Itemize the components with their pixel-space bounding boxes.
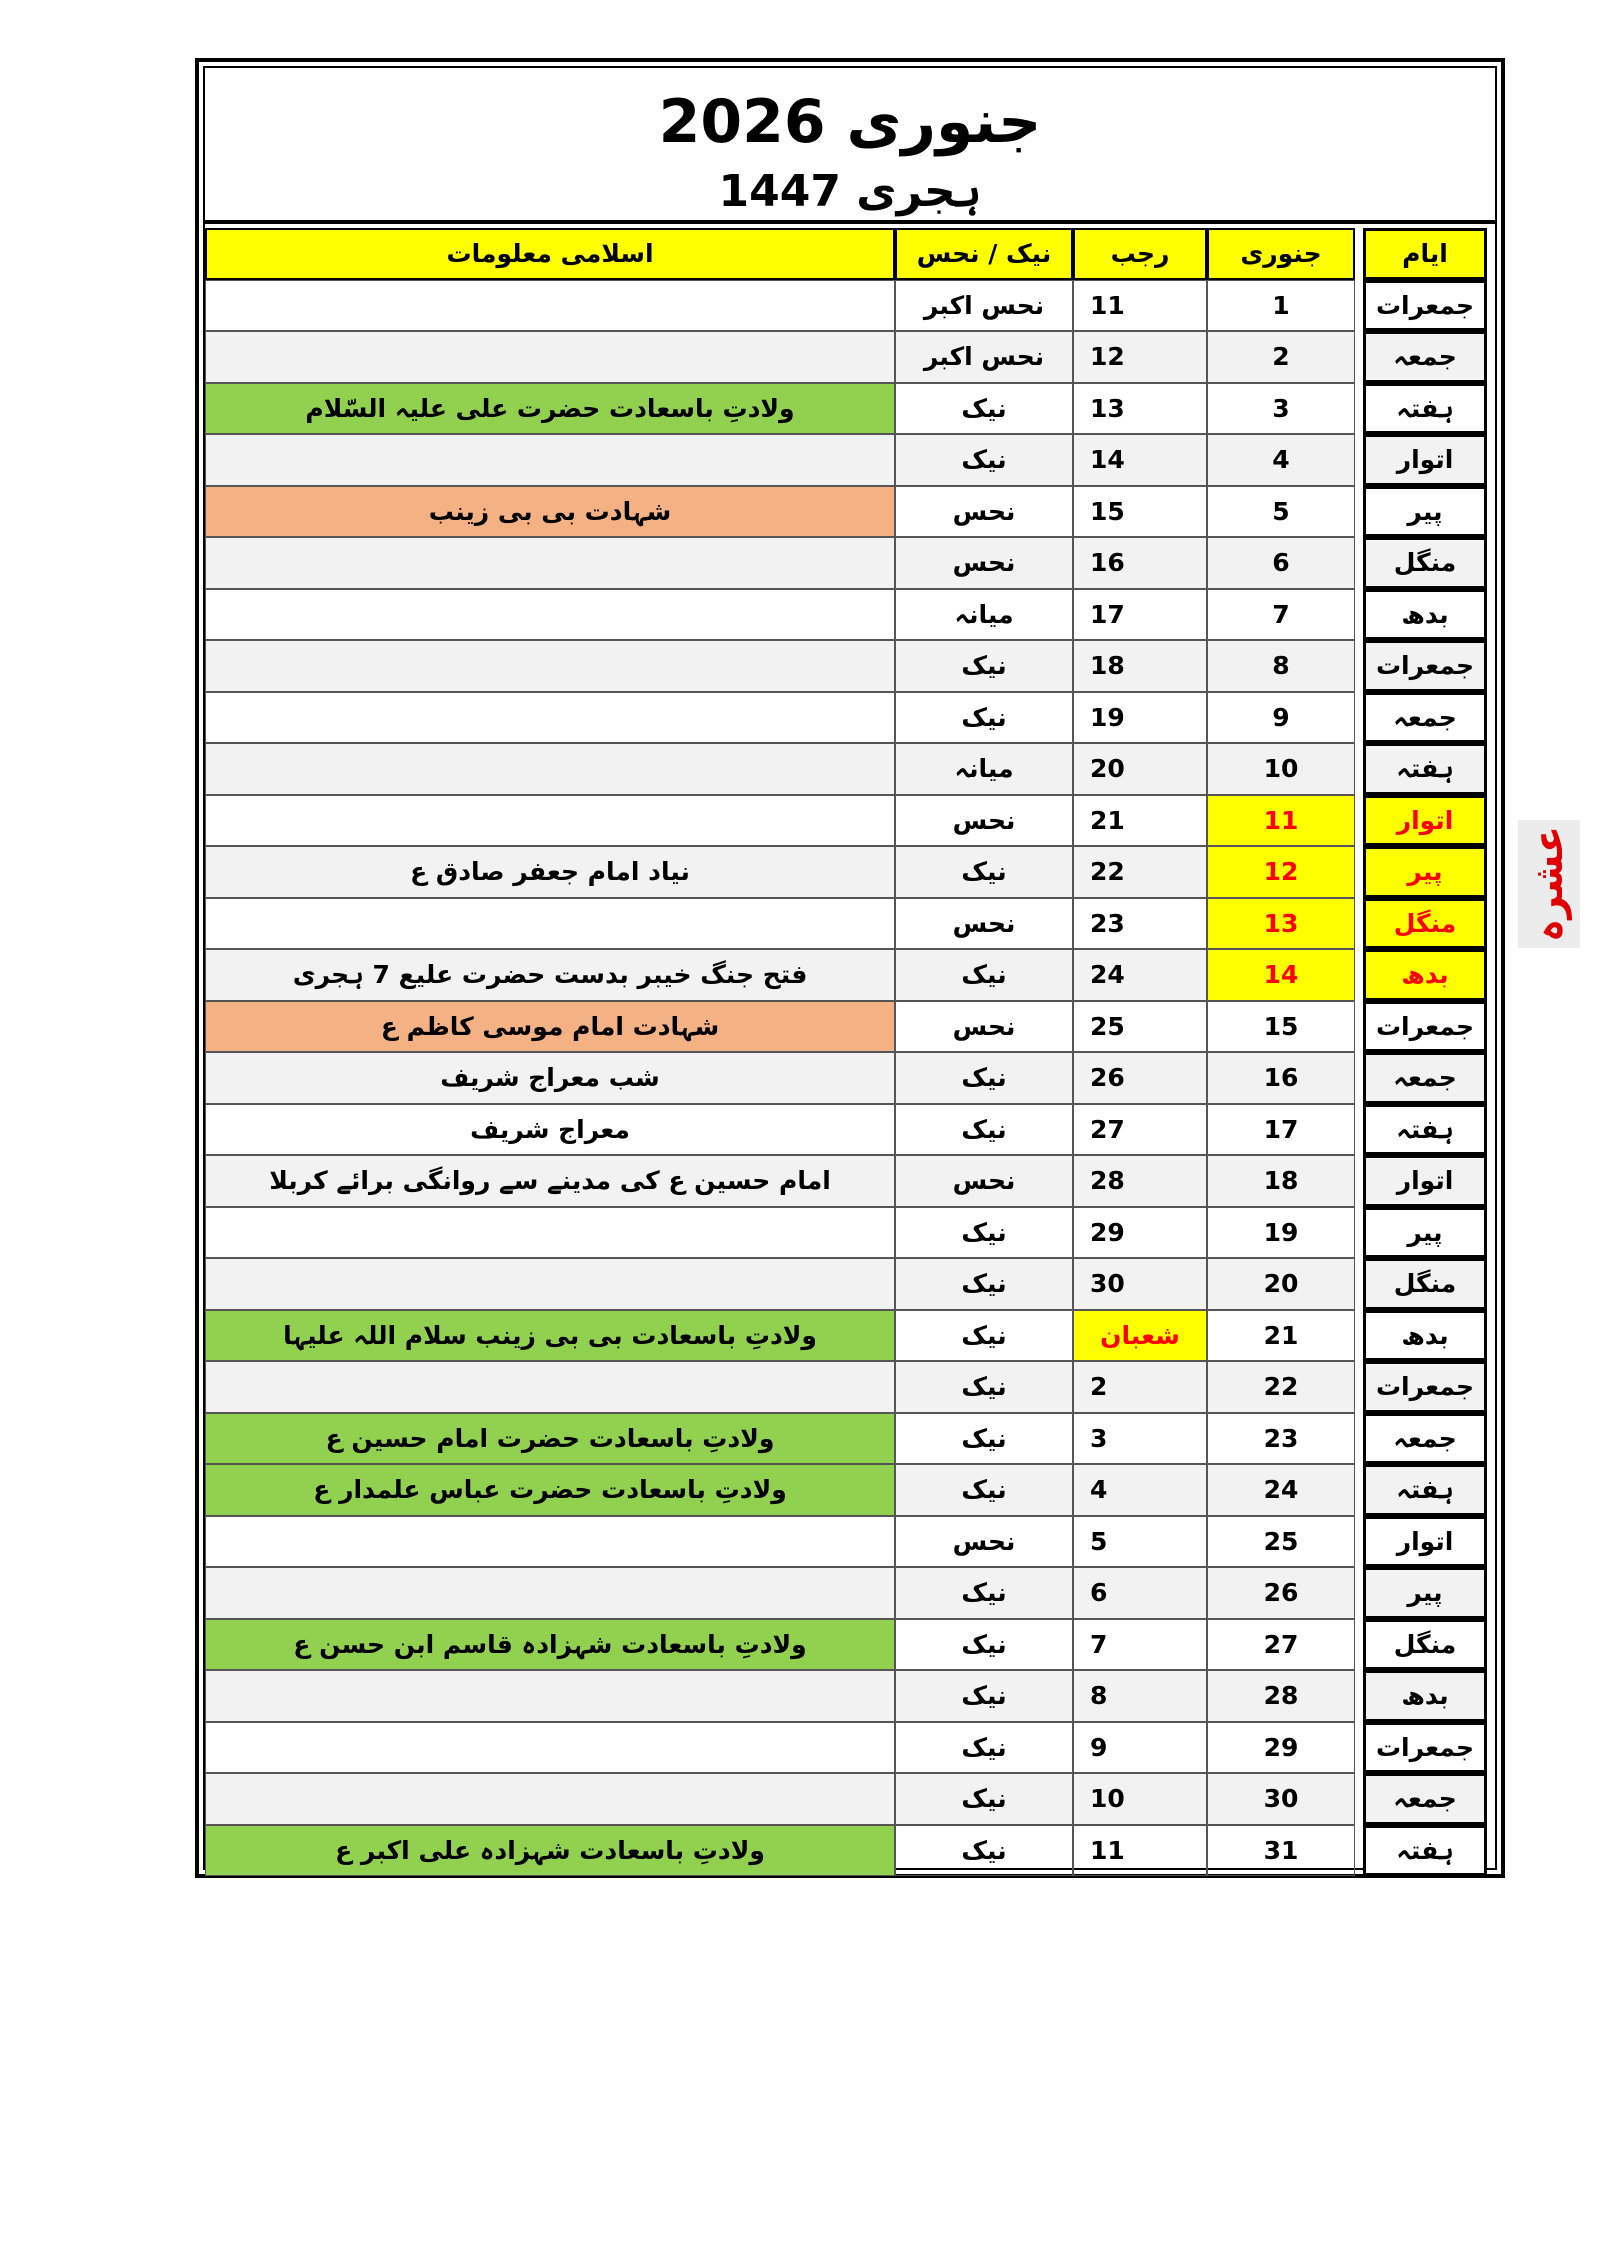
page-title: جنوری 2026	[658, 87, 1042, 157]
weekday-cell: ہفتہ	[1363, 1104, 1487, 1156]
nek-nahs-cell: میانہ	[895, 589, 1073, 641]
rajab-date-cell	[1073, 1722, 1207, 1774]
rajab-date-text: 23	[1090, 908, 1125, 938]
table-row	[205, 1104, 1501, 1156]
rajab-date-text: 2	[1090, 1372, 1108, 1402]
weekday-cell: منگل	[1363, 1619, 1487, 1671]
islamic-info-cell	[205, 1361, 895, 1413]
january-date-cell: 1	[1207, 280, 1355, 332]
table-row	[205, 795, 1501, 847]
rajab-date-text: 14	[1090, 445, 1125, 475]
rajab-date-text: 7	[1090, 1629, 1108, 1659]
table-row	[205, 743, 1501, 795]
table-row	[205, 1773, 1501, 1825]
weekday-cell: منگل	[1363, 537, 1487, 589]
rajab-date-cell	[1073, 1413, 1207, 1465]
table-row	[205, 846, 1501, 898]
table-row	[205, 1155, 1501, 1207]
header-january: جنوری	[1207, 228, 1355, 280]
january-date-cell: 9	[1207, 692, 1355, 744]
nek-nahs-cell: نیک	[895, 1567, 1073, 1619]
islamic-info-cell: ولادتِ باسعادت شہزادہ علی اکبر ع	[205, 1825, 895, 1877]
january-date-cell: 15	[1207, 1001, 1355, 1053]
nek-nahs-cell: نحس	[895, 898, 1073, 950]
islamic-info-cell	[205, 1773, 895, 1825]
nek-nahs-cell: نیک	[895, 1361, 1073, 1413]
nek-nahs-cell: نیک	[895, 383, 1073, 435]
nek-nahs-cell: نیک	[895, 1464, 1073, 1516]
nek-nahs-cell: نحس	[895, 1001, 1073, 1053]
header-day: ایام	[1363, 228, 1487, 280]
table-row	[205, 1052, 1501, 1104]
january-date-cell: 8	[1207, 640, 1355, 692]
rajab-date-text: 6	[1090, 1578, 1108, 1608]
january-date-cell: 23	[1207, 1413, 1355, 1465]
weekday-cell: پیر	[1363, 846, 1487, 898]
rajab-date-cell	[1073, 1670, 1207, 1722]
rajab-date-text: 13	[1090, 393, 1125, 423]
january-date-cell: 5	[1207, 486, 1355, 538]
nek-nahs-cell: نحس	[895, 1516, 1073, 1568]
january-date-cell: 28	[1207, 1670, 1355, 1722]
nek-nahs-cell: نیک	[895, 949, 1073, 1001]
rajab-date-text: 16	[1090, 548, 1125, 578]
nek-nahs-cell: نیک	[895, 1310, 1073, 1362]
nek-nahs-cell: نیک	[895, 692, 1073, 744]
nek-nahs-cell: نیک	[895, 1825, 1073, 1877]
nek-nahs-cell: نحس اکبر	[895, 280, 1073, 332]
january-date-cell: 24	[1207, 1464, 1355, 1516]
nek-nahs-cell: نیک	[895, 1052, 1073, 1104]
weekday-cell: اتوار	[1363, 1516, 1487, 1568]
weekday-cell: پیر	[1363, 1207, 1487, 1259]
rajab-date-text: 9	[1090, 1732, 1108, 1762]
weekday-cell: جمعہ	[1363, 692, 1487, 744]
islamic-info-cell: نیاد امام جعفر صادق ع	[205, 846, 895, 898]
islamic-info-cell	[205, 898, 895, 950]
islamic-info-cell	[205, 1567, 895, 1619]
islamic-info-cell	[205, 589, 895, 641]
january-date-cell: 27	[1207, 1619, 1355, 1671]
january-date-cell: 2	[1207, 331, 1355, 383]
january-date-cell: 10	[1207, 743, 1355, 795]
nek-nahs-cell: نحس	[895, 486, 1073, 538]
rajab-date-cell	[1073, 331, 1207, 383]
weekday-cell: بدھ	[1363, 1670, 1487, 1722]
rajab-date-text: 18	[1090, 651, 1125, 681]
rajab-date-cell	[1073, 743, 1207, 795]
table-row	[205, 331, 1501, 383]
rajab-date-cell	[1073, 846, 1207, 898]
rajab-date-text: 11	[1090, 290, 1125, 320]
rajab-date-text: 12	[1090, 342, 1125, 372]
rajab-date-cell	[1073, 640, 1207, 692]
weekday-cell: منگل	[1363, 898, 1487, 950]
table-row	[205, 1464, 1501, 1516]
rajab-date-cell	[1073, 486, 1207, 538]
weekday-cell: اتوار	[1363, 1155, 1487, 1207]
rajab-date-cell	[1073, 1464, 1207, 1516]
title-box	[205, 68, 1495, 224]
nek-nahs-cell: نحس اکبر	[895, 331, 1073, 383]
rajab-date-cell	[1073, 1516, 1207, 1568]
table-row	[205, 486, 1501, 538]
nek-nahs-cell: نحس	[895, 795, 1073, 847]
january-date-cell: 7	[1207, 589, 1355, 641]
weekday-cell: اتوار	[1363, 795, 1487, 847]
rajab-date-cell	[1073, 1258, 1207, 1310]
weekday-cell: ہفتہ	[1363, 1464, 1487, 1516]
rajab-date-text: 25	[1090, 1011, 1125, 1041]
islamic-info-cell	[205, 743, 895, 795]
january-date-cell: 4	[1207, 434, 1355, 486]
january-date-cell: 16	[1207, 1052, 1355, 1104]
january-date-cell: 29	[1207, 1722, 1355, 1774]
islamic-info-cell: ولادتِ باسعادت شہزادہ قاسم ابن حسن ع	[205, 1619, 895, 1671]
table-row	[205, 589, 1501, 641]
table-row	[205, 1825, 1501, 1877]
calendar-sheet	[195, 58, 1505, 1878]
january-date-cell: 21	[1207, 1310, 1355, 1362]
islamic-info-cell	[205, 1207, 895, 1259]
january-date-cell: 13	[1207, 898, 1355, 950]
table-row	[205, 1567, 1501, 1619]
rajab-date-cell	[1073, 1567, 1207, 1619]
header-info: اسلامی معلومات	[205, 228, 895, 280]
nek-nahs-cell: نیک	[895, 1670, 1073, 1722]
islamic-info-cell	[205, 1516, 895, 1568]
rajab-date-cell	[1073, 1773, 1207, 1825]
weekday-cell: بدھ	[1363, 1310, 1487, 1362]
rajab-date-text: 27	[1090, 1114, 1125, 1144]
rajab-date-cell	[1073, 1104, 1207, 1156]
islamic-info-cell	[205, 1258, 895, 1310]
rajab-date-cell	[1073, 1155, 1207, 1207]
january-date-cell: 30	[1207, 1773, 1355, 1825]
nek-nahs-cell: نیک	[895, 1207, 1073, 1259]
nek-nahs-cell: نیک	[895, 434, 1073, 486]
side-label	[1518, 820, 1580, 948]
rajab-date-cell	[1073, 537, 1207, 589]
islamic-info-cell: معراج شریف	[205, 1104, 895, 1156]
nek-nahs-cell: نیک	[895, 1773, 1073, 1825]
weekday-cell: جمعرات	[1363, 1361, 1487, 1413]
table-row	[205, 692, 1501, 744]
rajab-date-cell	[1073, 692, 1207, 744]
rajab-date-text: 22	[1090, 857, 1125, 887]
nek-nahs-cell: نیک	[895, 1722, 1073, 1774]
weekday-cell: جمعرات	[1363, 1001, 1487, 1053]
header-nek: نیک / نحس	[895, 228, 1073, 280]
side-label-text: عشرہ	[1526, 825, 1573, 943]
table-row	[205, 1258, 1501, 1310]
rajab-date-cell	[1073, 434, 1207, 486]
nek-nahs-cell: نیک	[895, 846, 1073, 898]
islamic-info-cell	[205, 795, 895, 847]
rajab-date-text: 3	[1090, 1423, 1108, 1453]
table-row	[205, 1722, 1501, 1774]
islamic-info-cell	[205, 1722, 895, 1774]
table-row	[205, 949, 1501, 1001]
islamic-info-cell: ولادتِ باسعادت حضرت علی علیہ السّلام	[205, 383, 895, 435]
rajab-date-text: 8	[1090, 1681, 1108, 1711]
hijri-year-title: ہجری 1447	[718, 166, 982, 217]
january-date-cell: 3	[1207, 383, 1355, 435]
nek-nahs-cell: نحس	[895, 1155, 1073, 1207]
nek-nahs-cell: نیک	[895, 1258, 1073, 1310]
january-date-cell: 31	[1207, 1825, 1355, 1877]
table-row	[205, 898, 1501, 950]
nek-nahs-cell: میانہ	[895, 743, 1073, 795]
rajab-date-text: 15	[1090, 496, 1125, 526]
weekday-cell: جمعہ	[1363, 1052, 1487, 1104]
weekday-cell: جمعرات	[1363, 280, 1487, 332]
january-date-cell: 19	[1207, 1207, 1355, 1259]
rajab-date-cell	[1073, 1310, 1207, 1362]
rajab-date-cell	[1073, 1001, 1207, 1053]
rajab-date-text: 20	[1090, 754, 1125, 784]
weekday-cell: جمعہ	[1363, 331, 1487, 383]
january-date-cell: 17	[1207, 1104, 1355, 1156]
nek-nahs-cell: نحس	[895, 537, 1073, 589]
weekday-cell: جمعہ	[1363, 1773, 1487, 1825]
weekday-cell: منگل	[1363, 1258, 1487, 1310]
rajab-date-text: 24	[1090, 960, 1125, 990]
header-rajab: رجب	[1073, 228, 1207, 280]
rajab-date-cell	[1073, 383, 1207, 435]
rajab-date-text: 26	[1090, 1063, 1125, 1093]
islamic-info-cell: ولادتِ باسعادت بی بی زینب سلام اللہ علیہا	[205, 1310, 895, 1362]
nek-nahs-cell: نیک	[895, 1619, 1073, 1671]
weekday-cell: ہفتہ	[1363, 383, 1487, 435]
table-row	[205, 280, 1501, 332]
rajab-date-text: 21	[1090, 805, 1125, 835]
islamic-info-cell: امام حسین ع کی مدینے سے روانگی برائے کربلا	[205, 1155, 895, 1207]
weekday-cell: بدھ	[1363, 589, 1487, 641]
islamic-info-cell	[205, 434, 895, 486]
weekday-cell: جمعہ	[1363, 1413, 1487, 1465]
islamic-info-cell	[205, 280, 895, 332]
january-date-cell: 26	[1207, 1567, 1355, 1619]
weekday-cell: جمعرات	[1363, 640, 1487, 692]
rajab-date-cell	[1073, 280, 1207, 332]
january-date-cell: 12	[1207, 846, 1355, 898]
islamic-info-cell: ولادتِ باسعادت حضرت امام حسین ع	[205, 1413, 895, 1465]
table-row	[205, 1516, 1501, 1568]
islamic-info-cell: شب معراج شریف	[205, 1052, 895, 1104]
rajab-date-cell	[1073, 589, 1207, 641]
rajab-date-text: 10	[1090, 1784, 1125, 1814]
january-date-cell: 14	[1207, 949, 1355, 1001]
rajab-date-cell	[1073, 949, 1207, 1001]
table-row	[205, 537, 1501, 589]
rajab-date-text: 28	[1090, 1166, 1125, 1196]
table-row	[205, 1207, 1501, 1259]
january-date-cell: 18	[1207, 1155, 1355, 1207]
nek-nahs-cell: نیک	[895, 1413, 1073, 1465]
rajab-date-text: 29	[1090, 1217, 1125, 1247]
nek-nahs-cell: نیک	[895, 640, 1073, 692]
islamic-info-cell: شہادت بی بی زینب	[205, 486, 895, 538]
islamic-info-cell: ولادتِ باسعادت حضرت عباس علمدار ع	[205, 1464, 895, 1516]
rajab-date-cell	[1073, 1361, 1207, 1413]
nek-nahs-cell: نیک	[895, 1104, 1073, 1156]
rajab-date-text: 11	[1090, 1835, 1125, 1865]
islamic-info-cell	[205, 692, 895, 744]
table-row	[205, 640, 1501, 692]
rajab-date-cell	[1073, 1052, 1207, 1104]
table-row	[205, 1310, 1501, 1362]
islamic-info-cell	[205, 1670, 895, 1722]
rajab-date-cell	[1073, 898, 1207, 950]
table-row	[205, 383, 1501, 435]
weekday-cell: ہفتہ	[1363, 743, 1487, 795]
rajab-date-cell	[1073, 795, 1207, 847]
january-date-cell: 11	[1207, 795, 1355, 847]
weekday-cell: پیر	[1363, 1567, 1487, 1619]
table-row	[205, 434, 1501, 486]
table-row	[205, 1001, 1501, 1053]
january-date-cell: 6	[1207, 537, 1355, 589]
islamic-info-cell: شہادت امام موسی کاظم ع	[205, 1001, 895, 1053]
rajab-date-text: 30	[1090, 1269, 1125, 1299]
january-date-cell: 20	[1207, 1258, 1355, 1310]
islamic-info-cell	[205, 331, 895, 383]
rajab-date-cell	[1073, 1619, 1207, 1671]
islamic-info-cell: فتح جنگ خیبر بدست حضرت علیع 7 ہجری	[205, 949, 895, 1001]
rajab-date-text: 19	[1090, 702, 1125, 732]
table-row	[205, 1619, 1501, 1671]
table-row	[205, 1670, 1501, 1722]
rajab-date-text: 5	[1090, 1526, 1108, 1556]
rajab-date-text: 17	[1090, 599, 1125, 629]
weekday-cell: اتوار	[1363, 434, 1487, 486]
weekday-cell: ہفتہ	[1363, 1825, 1487, 1877]
calendar-inner-frame	[203, 66, 1497, 1870]
rajab-date-cell	[1073, 1207, 1207, 1259]
rajab-date-cell	[1073, 1825, 1207, 1877]
weekday-cell: جمعرات	[1363, 1722, 1487, 1774]
table-row	[205, 1413, 1501, 1465]
weekday-cell: بدھ	[1363, 949, 1487, 1001]
islamic-info-cell	[205, 640, 895, 692]
table-header-row	[205, 228, 1501, 280]
islamic-info-cell	[205, 537, 895, 589]
weekday-cell: پیر	[1363, 486, 1487, 538]
table-row	[205, 1361, 1501, 1413]
january-date-cell: 25	[1207, 1516, 1355, 1568]
rajab-date-text: شعبان	[1100, 1320, 1180, 1350]
rajab-date-text: 4	[1090, 1475, 1108, 1505]
january-date-cell: 22	[1207, 1361, 1355, 1413]
